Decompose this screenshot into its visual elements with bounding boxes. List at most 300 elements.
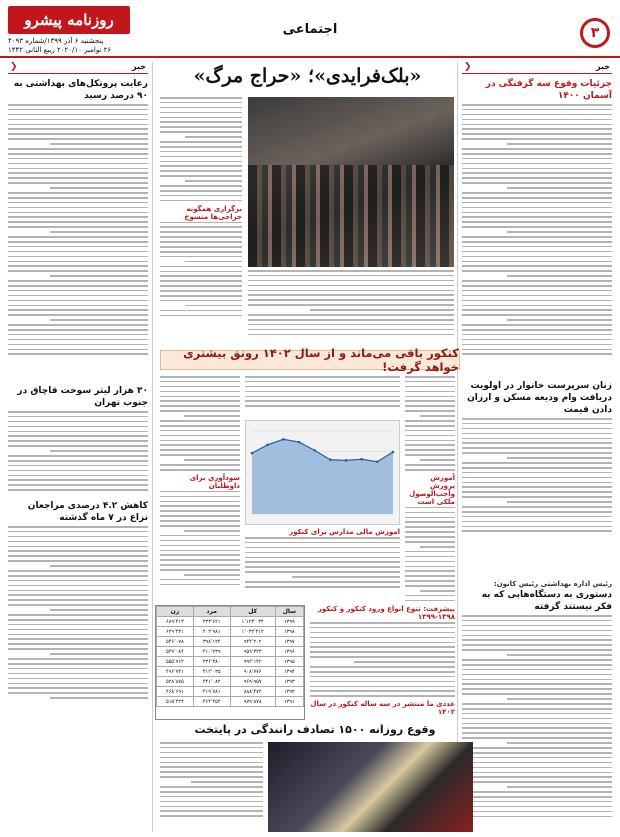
table-cell: ۴۱۲٬۰۳۵: [193, 667, 230, 677]
text-line: [462, 723, 612, 725]
text-line: [8, 663, 148, 665]
text-line: [462, 300, 612, 302]
ribbon-headline: کنکور باقی می‌ماند و از سال ۱۴۰۲ رونق بیشتری خواهد گرفت!: [160, 350, 460, 370]
table-cell: ۱۳۹۱: [275, 697, 303, 707]
data-point: [282, 438, 285, 441]
text-line: [462, 353, 612, 355]
text-line: [160, 464, 240, 466]
article-kicker: رئیس اداره بهداشتی رئیس کانون:: [493, 580, 612, 588]
text-line: [462, 806, 612, 808]
text-line: [462, 615, 612, 617]
text-line: [160, 545, 240, 547]
table-cell: ۴۹۶٬۷۴۱: [157, 667, 194, 677]
text-line: [8, 265, 148, 267]
text-line: [462, 280, 612, 282]
text-line: [8, 280, 148, 282]
text-line: [8, 241, 148, 243]
text-line: [462, 796, 612, 798]
text-line: [160, 117, 242, 119]
article-body: [160, 491, 240, 586]
text-line: [245, 561, 400, 563]
quote-2: عددی ما منتشر در سه ساله کنکور در سال ۱۴۰۲: [310, 700, 455, 717]
right-khabar-bar: [462, 62, 612, 74]
text-line: [405, 512, 455, 514]
table-cell: ۹۰۸٬۷۷۶: [230, 667, 275, 677]
text-line: [160, 236, 242, 238]
text-line: [191, 781, 263, 783]
text-line: [50, 450, 148, 452]
text-line: [405, 410, 455, 412]
text-line: [160, 256, 242, 258]
text-line: [462, 491, 612, 493]
text-line: [462, 246, 612, 248]
text-line: [160, 266, 242, 268]
text-line: [8, 349, 148, 351]
text-line: [8, 236, 148, 238]
table-cell: ۹۶۹٬۹۵۷: [230, 677, 275, 687]
text-line: [50, 143, 148, 145]
table-cell: ۳۹۸٬۱۲۴: [193, 637, 230, 647]
text-line: [420, 415, 455, 417]
text-line: [310, 656, 455, 658]
text-line: [50, 565, 148, 567]
text-line: [160, 742, 263, 744]
text-line: [245, 557, 400, 559]
text-line: [462, 442, 612, 444]
text-line: [462, 683, 612, 685]
text-line: [160, 496, 240, 498]
text-line: [160, 251, 242, 253]
text-line: [8, 295, 148, 297]
text-line: [405, 575, 455, 577]
text-line: [462, 148, 612, 150]
text-line: [8, 541, 148, 543]
text-line: [8, 411, 148, 413]
text-line: [8, 221, 148, 223]
data-point: [313, 449, 316, 452]
text-line: [8, 182, 148, 184]
text-line: [8, 484, 148, 486]
text-line: [160, 435, 240, 437]
article-body: [160, 97, 242, 201]
text-line: [160, 310, 242, 312]
text-line: [8, 638, 148, 640]
text-line: [160, 386, 240, 388]
text-line: [160, 510, 240, 512]
text-line: [462, 305, 612, 307]
text-line: [8, 687, 148, 689]
article-body: [462, 418, 612, 535]
text-line: [405, 517, 455, 519]
text-line: [8, 202, 148, 204]
text-line: [160, 776, 263, 778]
text-line: [462, 339, 612, 341]
text-line: [8, 470, 148, 472]
text-line: [184, 574, 240, 576]
text-line: [310, 686, 455, 688]
text-line: [462, 163, 612, 165]
text-line: [462, 521, 612, 523]
table-cell: ۱۳۹۷: [275, 637, 303, 647]
text-line: [248, 285, 454, 287]
left-article-3: [8, 500, 148, 715]
text-line: [462, 669, 612, 671]
text-line: [160, 420, 240, 422]
text-line: [462, 172, 612, 174]
text-line: [160, 525, 240, 527]
text-line: [160, 102, 242, 104]
text-line: [8, 673, 148, 675]
text-line: [462, 285, 612, 287]
text-line: [8, 104, 148, 106]
article-body: [160, 742, 263, 817]
text-line: [310, 671, 455, 673]
text-line: [462, 467, 612, 469]
text-line: [248, 299, 454, 301]
text-line: [8, 270, 148, 272]
text-line: [405, 469, 455, 471]
text-line: [160, 815, 263, 817]
text-line: [462, 119, 612, 121]
table-row: [157, 647, 304, 657]
text-line: [462, 635, 612, 637]
text-line: [8, 163, 148, 165]
table-cell: ۱۳۹۳: [275, 677, 303, 687]
text-line: [8, 207, 148, 209]
text-line: [462, 472, 612, 474]
article-headline: جزئیات وقوع سه گرفتگی در آسمان ۱۴۰۰: [485, 79, 612, 101]
text-line: [405, 454, 455, 456]
accident-photo: [268, 742, 473, 832]
text-line: [310, 309, 454, 311]
text-line: [8, 421, 148, 423]
text-line: [160, 146, 242, 148]
text-line: [405, 507, 455, 509]
text-line: [8, 526, 148, 528]
text-line: [462, 447, 612, 449]
text-line: [160, 550, 240, 552]
text-line: [8, 531, 148, 533]
table-cell: ۵۵۵٬۷۶۲: [157, 657, 194, 667]
text-line: [462, 776, 612, 778]
article-subhead: سودآوری برای داوطلبان: [189, 473, 240, 490]
section-title: اجتماعی: [282, 22, 338, 37]
text-line: [405, 580, 455, 582]
text-line: [245, 586, 400, 588]
text-line: [8, 604, 148, 606]
text-line: [8, 648, 148, 650]
text-line: [160, 444, 240, 446]
text-line: [292, 576, 401, 578]
text-line: [8, 590, 148, 592]
table-header: زن: [157, 607, 194, 617]
table-cell: ۴۱۰٬۲۳۹: [193, 647, 230, 657]
table-cell: ۵۴۶٬۰۷۸: [157, 637, 194, 647]
text-line: [462, 256, 612, 258]
text-line: [405, 585, 455, 587]
table-row: [157, 657, 304, 667]
text-line: [8, 305, 148, 307]
text-line: [462, 644, 612, 646]
article-body: [160, 376, 240, 471]
text-line: [8, 475, 148, 477]
table-cell: ۱۳۹۶: [275, 647, 303, 657]
text-line: [245, 571, 400, 573]
text-line: [185, 305, 242, 307]
text-line: [462, 659, 612, 661]
text-line: [405, 420, 455, 422]
table-cell: ۹۴۴٬۲۰۲: [230, 637, 275, 647]
text-line: [8, 479, 148, 481]
text-line: [462, 727, 612, 729]
text-line: [8, 133, 148, 135]
text-line: [405, 400, 455, 402]
article-headline: ۳۰ هزار لیتر سوخت قاچاق در جنوب تهران: [17, 386, 148, 408]
text-line: [160, 810, 263, 812]
text-line: [462, 251, 612, 253]
text-line: [462, 428, 612, 430]
text-line: [160, 107, 242, 109]
text-line: [405, 570, 455, 572]
text-line: [310, 695, 455, 697]
text-line: [405, 566, 455, 568]
text-line: [8, 619, 148, 621]
text-line: [8, 560, 148, 562]
right-article-3: [462, 580, 612, 830]
text-line: [160, 241, 242, 243]
text-line: [462, 158, 612, 160]
text-line: [8, 683, 148, 685]
text-line: [248, 290, 454, 292]
text-line: [8, 128, 148, 130]
text-line: [462, 133, 612, 135]
text-line: [160, 151, 242, 153]
data-point: [376, 460, 379, 463]
text-line: [405, 396, 455, 398]
text-line: [507, 457, 612, 459]
column-divider: [457, 62, 458, 832]
text-line: [8, 580, 148, 582]
text-line: [160, 540, 240, 542]
text-line: [160, 806, 263, 808]
text-line: [462, 732, 612, 734]
table-cell: ۴۰۲٬۹۸۱: [193, 627, 230, 637]
series-area: [252, 439, 393, 514]
text-line: [8, 261, 148, 263]
text-line: [405, 376, 455, 378]
text-line: [462, 781, 612, 783]
text-line: [160, 400, 240, 402]
text-line: [8, 614, 148, 616]
crowd-photo: [248, 97, 454, 267]
text-line: [160, 271, 242, 273]
text-line: [507, 187, 612, 189]
table-row: [157, 697, 304, 707]
data-point: [298, 441, 301, 444]
text-line: [8, 300, 148, 302]
table-cell: ۱۳۹۹: [275, 617, 303, 627]
text-line: [462, 462, 612, 464]
text-line: [462, 344, 612, 346]
text-line: [462, 791, 612, 793]
table-cell: ۱٬۱۲۳٬۰۳۴: [230, 617, 275, 627]
text-line: [160, 469, 240, 471]
right-article-2: [462, 380, 612, 535]
text-line: [184, 459, 240, 461]
column-divider: [152, 62, 153, 832]
article-body: [462, 615, 612, 817]
text-line: [8, 550, 148, 552]
text-line: [8, 658, 148, 660]
table-cell: ۶۲۹٬۴۳۱: [157, 627, 194, 637]
text-line: [310, 632, 455, 634]
text-line: [462, 688, 612, 690]
text-line: [462, 423, 612, 425]
text-line: [8, 251, 148, 253]
article-body: [8, 104, 148, 355]
table-row: [157, 627, 304, 637]
text-line: [160, 762, 263, 764]
text-line: [184, 530, 240, 532]
text-line: [8, 445, 148, 447]
text-line: [160, 226, 242, 228]
text-line: [160, 275, 242, 277]
text-line: [245, 552, 400, 554]
text-line: [8, 114, 148, 116]
text-line: [310, 646, 455, 648]
table-cell: ۹۵۹٬۳۲۳: [230, 647, 275, 657]
text-line: [462, 114, 612, 116]
text-line: [8, 334, 148, 336]
text-line: [8, 629, 148, 631]
table-cell: ۶۸۹٬۴۱۳: [157, 617, 194, 627]
text-line: [405, 435, 455, 437]
text-line: [462, 526, 612, 528]
data-point: [345, 459, 348, 462]
data-point: [266, 444, 269, 447]
text-line: [50, 187, 148, 189]
text-line: [8, 416, 148, 418]
table-cell: ۴۶۴٬۴۵۴: [193, 697, 230, 707]
text-line: [160, 410, 240, 412]
text-line: [462, 511, 612, 513]
text-line: [160, 559, 240, 561]
text-line: [405, 444, 455, 446]
text-line: [462, 516, 612, 518]
text-line: [160, 454, 240, 456]
text-line: [462, 625, 612, 627]
text-line: [160, 121, 242, 123]
text-line: [185, 180, 242, 182]
text-line: [160, 801, 263, 803]
text-line: [8, 256, 148, 258]
text-line: [8, 575, 148, 577]
text-line: [8, 177, 148, 179]
center-col-c: [245, 528, 400, 603]
text-line: [462, 438, 612, 440]
chart-svg: [244, 421, 399, 526]
text-line: [462, 664, 612, 666]
text-line: [8, 124, 148, 126]
center-col-left: [160, 97, 242, 347]
text-line: [8, 668, 148, 670]
text-line: [462, 630, 612, 632]
text-line: [462, 226, 612, 228]
text-line: [8, 212, 148, 214]
text-line: [160, 231, 242, 233]
text-line: [50, 653, 148, 655]
text-line: [462, 265, 612, 267]
article-headline: زنان سرپرست خانوار در اولویت دریافت وام ودیعه مسکن و ارزان دادن قیمت: [467, 381, 612, 415]
text-line: [245, 396, 400, 398]
table-row: [157, 677, 304, 687]
text-line: [248, 294, 454, 296]
text-line: [405, 391, 455, 393]
text-line: [462, 762, 612, 764]
center-col-b: [245, 376, 400, 418]
text-line: [8, 153, 148, 155]
center-col-under-photo: [248, 270, 454, 345]
text-line: [8, 344, 148, 346]
table-cell: ۴۱۹٬۷۸۱: [193, 687, 230, 697]
left-khabar-bar: [8, 62, 148, 74]
text-line: [160, 766, 263, 768]
table-cell: ۱۳۹۵: [275, 657, 303, 667]
text-line: [507, 231, 612, 233]
text-line: [50, 697, 148, 699]
text-line: [405, 595, 455, 597]
data-point: [251, 452, 254, 455]
text-line: [420, 459, 455, 461]
text-line: [8, 546, 148, 548]
text-line: [462, 772, 612, 774]
text-line: [8, 440, 148, 442]
text-line: [160, 280, 242, 282]
text-line: [245, 405, 400, 407]
text-line: [462, 192, 612, 194]
text-line: [405, 600, 455, 601]
text-line: [310, 627, 455, 629]
quote-1: پیشرفت: تنوع انواع ورود کنکور و کنکور ۱۳۹۸-۱۳۹۹: [317, 605, 455, 621]
text-line: [462, 138, 612, 140]
article-body: [8, 411, 148, 491]
article-body: [462, 104, 612, 355]
text-line: [160, 112, 242, 114]
text-line: [310, 651, 455, 653]
text-line: [462, 674, 612, 676]
text-line: [462, 477, 612, 479]
text-line: [160, 315, 242, 317]
text-line: [160, 554, 240, 556]
text-line: [245, 386, 400, 388]
text-line: [245, 581, 400, 583]
text-line: [462, 309, 612, 311]
text-line: [248, 270, 454, 272]
text-line: [160, 747, 263, 749]
text-line: [185, 136, 242, 138]
text-line: [160, 97, 242, 99]
text-line: [462, 329, 612, 331]
text-line: [462, 104, 612, 106]
text-line: [405, 521, 455, 523]
text-line: [185, 261, 242, 263]
article-subhead: آموزش مالی مدارس برای کنکور: [289, 528, 400, 536]
table-cell: ۵۲۸٬۸۷۵: [157, 677, 194, 687]
text-line: [462, 713, 612, 715]
page-number: ۳: [580, 18, 610, 48]
text-line: [462, 703, 612, 705]
text-line: [50, 275, 148, 277]
